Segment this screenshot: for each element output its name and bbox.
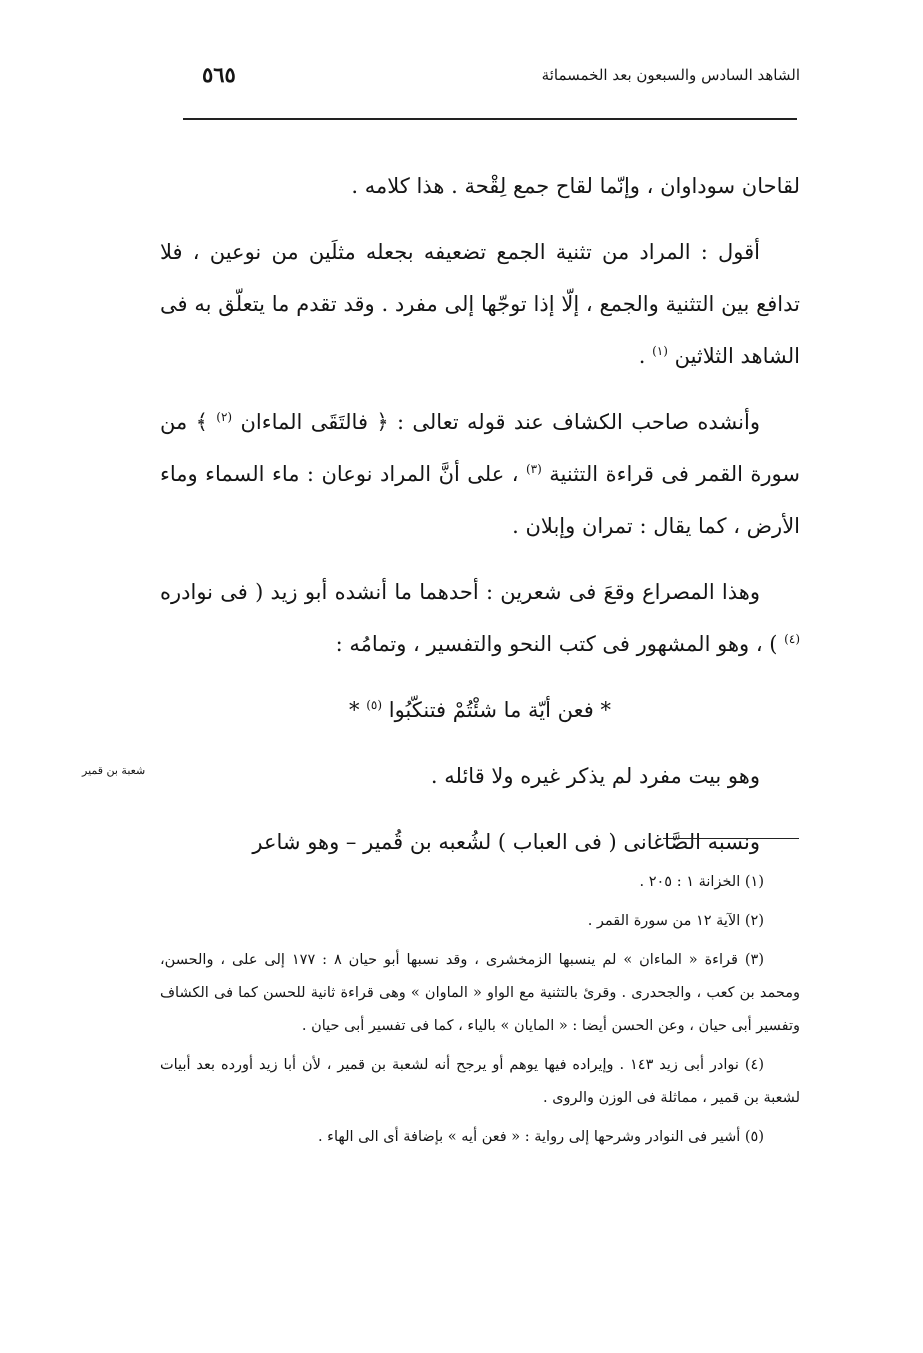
footnote-rule [663,838,799,839]
paragraph-1-text: لقاحان سوداوان ، وإنّما لقاح جمع لِقْحة . هذا كلامه . [351,174,800,198]
paragraph-2 [160,226,800,382]
paragraph-4-text-b: ) ، وهو المشهور فى كتب النحو والتفسير ، وتمامُه : [335,632,778,656]
footnote-4: (٤) نوادر أبى زيد ١٤٣ . وإيراده فيها يوهم أو يرجح أنه لشعبة بن قمير ، لأن أبا زيد أورده بعد أبيات لشعبة بن قمير ، مماثلة فى الوزن والروى . [160,1057,800,1106]
paragraph-4-text-a: وهذا المصراع وقعَ فى شعرين : أحدهما ما أنشده أبو زيد ( فى نوادره [160,580,760,604]
running-title: الشاهد السادس والسبعون بعد الخمسمائة [541,66,800,84]
header-rule [183,118,797,120]
footnote-2: (٢) الآية ١٢ من سورة القمر . [587,913,764,929]
paragraph-3 [160,396,800,552]
footnote-3: (٣) قراءة « الماءان » لم ينسبها الزمخشرى ، وقد نسبها أبو حيان ٨ : ١٧٧ إلى على ، والحسن، ومحمد بن كعب ، والجحدرى . وقرئ بالتثنية مع الواو « الماوان » وهى قراءة ثانية للحسن كما فى الكشاف وتفسير أبى حيان ، وعن الحسن أيضا : « المايان » بالياء ، كما فى تفسير أبى حيان . [160,952,800,1034]
footnote-ref-4: (٤) [784,632,800,646]
footnote-5: (٥) أشير فى النوادر وشرحها إلى رواية : « فعن أيه » بإضافة أى الى الهاء . [317,1129,764,1145]
paragraph-3-text-b: ﴾ من سورة القمر فى قراءة التثنية [160,410,800,486]
footnote-1: (١) الخزانة ١ : ٢٠٥ . [639,874,764,890]
paragraph-5-text: وهو بيت مفرد لم يذكر غيره ولا قائله . [430,764,760,788]
footnotes [160,866,800,1160]
page-number: ٥٦٥ [202,62,236,87]
paragraph-4 [160,566,800,670]
verse-text: * فعن أيّة ما شئْتُمْ فتنكّبُوا [388,698,611,722]
footnote-ref-2: (٢) [216,410,233,424]
paragraph-5 [160,750,800,802]
paragraph-6-text: ونسبه الصَّاغانى ( فى العباب ) لشُعبه بن قُمير – وهو شاعر [252,830,760,854]
paragraph-3-text-c: ، على أنَّ المراد نوعان : ماء السماء وماء الأرض ، كما يقال : تمران وإبلان . [160,462,800,538]
paragraph-2-end: . [638,344,646,368]
main-text [160,160,800,882]
paragraph-1 [160,160,800,212]
footnote-ref-3: (٣) [525,462,542,476]
paragraph-6 [160,816,800,868]
running-header [180,62,800,92]
footnote-ref-5: (٥) [366,698,383,712]
footnote-ref-1: (١) [652,344,668,358]
verse-line [160,684,800,736]
verse-end-mark: * [349,698,360,722]
margin-note: شعبة بن قمير [82,764,146,777]
paragraph-3-text-a: وأنشده صاحب الكشاف عند قوله تعالى : ﴿ فالتَقَى الماءان [240,410,760,434]
paragraph-2-text: أقول : المراد من تثنية الجمع تضعيفه بجعله مثلَين من نوعين ، فلا تدافع بين التثنية والجمع ، إلّا إذا توجّها إلى مفرد . وقد تقدم ما يتعلّق به فى الشاهد الثلاثين [160,240,800,368]
